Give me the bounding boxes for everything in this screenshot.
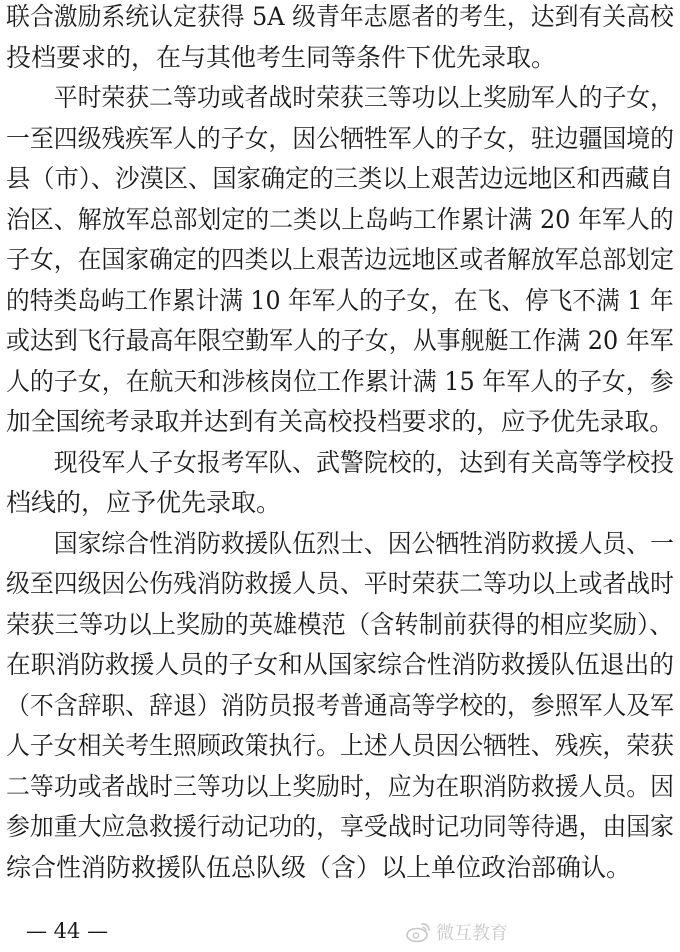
text-line: 现役军人子女报考军队、武警院校的，达到有关高等学校投 — [6, 447, 675, 477]
page-number: — 44 — — [26, 919, 109, 943]
text-line: 平时荣获二等功或者战时荣获三等功以上奖励军人的子女， — [6, 83, 675, 112]
text-line: 档线的，应予优先录取。 — [6, 488, 281, 517]
text-line: 县（市）、沙漠区、国家确定的三类以上艰苦边远地区和西藏自 — [6, 164, 674, 193]
weibo-logo-icon — [406, 921, 432, 943]
text-line: 子女，在国家确定的四类以上艰苦边远地区或者解放军总部划定 — [6, 245, 675, 274]
text-line: 国家综合性消防救援队伍烈士、因公牺牲消防救援人员、一 — [6, 528, 675, 558]
text-line: 人的子女，在航天和涉核岗位工作累计满 15 年军人的子女，参 — [6, 366, 674, 396]
text-line: 综合性消防救援队伍总队级（含）以上单位政治部确认。 — [6, 852, 631, 882]
text-line: 二等功或者战时三等功以上奖励时，应为在职消防救援人员。因 — [6, 771, 675, 801]
text-line: （不含辞职、辞退）消防员报考普通高等学校的，参照军人及军 — [6, 690, 675, 720]
text-line: 一至四级残疾军人的子女，因公牺牲军人的子女，驻边疆国境的 — [6, 123, 675, 153]
watermark — [406, 918, 508, 946]
text-line: 人子女相关考生照顾政策执行。上述人员因公牺牲、残疾，荣获 — [6, 731, 675, 760]
text-line: 治区、解放军总部划定的二类以上岛屿工作累计满 20 年军人的 — [6, 204, 674, 234]
text-line: 在职消防救援人员的子女和从国家综合性消防救援队伍退出的 — [6, 650, 674, 679]
text-line: 的特类岛屿工作累计满 10 年军人的子女，在飞、停飞不满 1 年 — [6, 285, 674, 315]
watermark-text: 微互教育 — [436, 923, 508, 944]
text-line: 或达到飞行最高年限空勤军人的子女，从事舰艇工作满 20 年军 — [6, 326, 674, 355]
text-line: 加全国统考录取并达到有关高校投档要求的，应予优先录取。 — [6, 407, 674, 436]
text-line: 参加重大应急救援行动记功的，享受战时记功同等待遇，由国家 — [6, 812, 675, 841]
text-line: 投档要求的，在与其他考生同等条件下优先录取。 — [6, 42, 556, 72]
text-line: 荣获三等功以上奖励的英雄模范（含转制前获得的相应奖励）、 — [6, 609, 674, 639]
text-line: 联合激励系统认定获得 5A 级青年志愿者的考生，达到有关高校 — [6, 2, 674, 31]
text-line: 级至四级因公伤残消防救援人员、平时荣获二等功以上或者战时 — [6, 569, 675, 598]
